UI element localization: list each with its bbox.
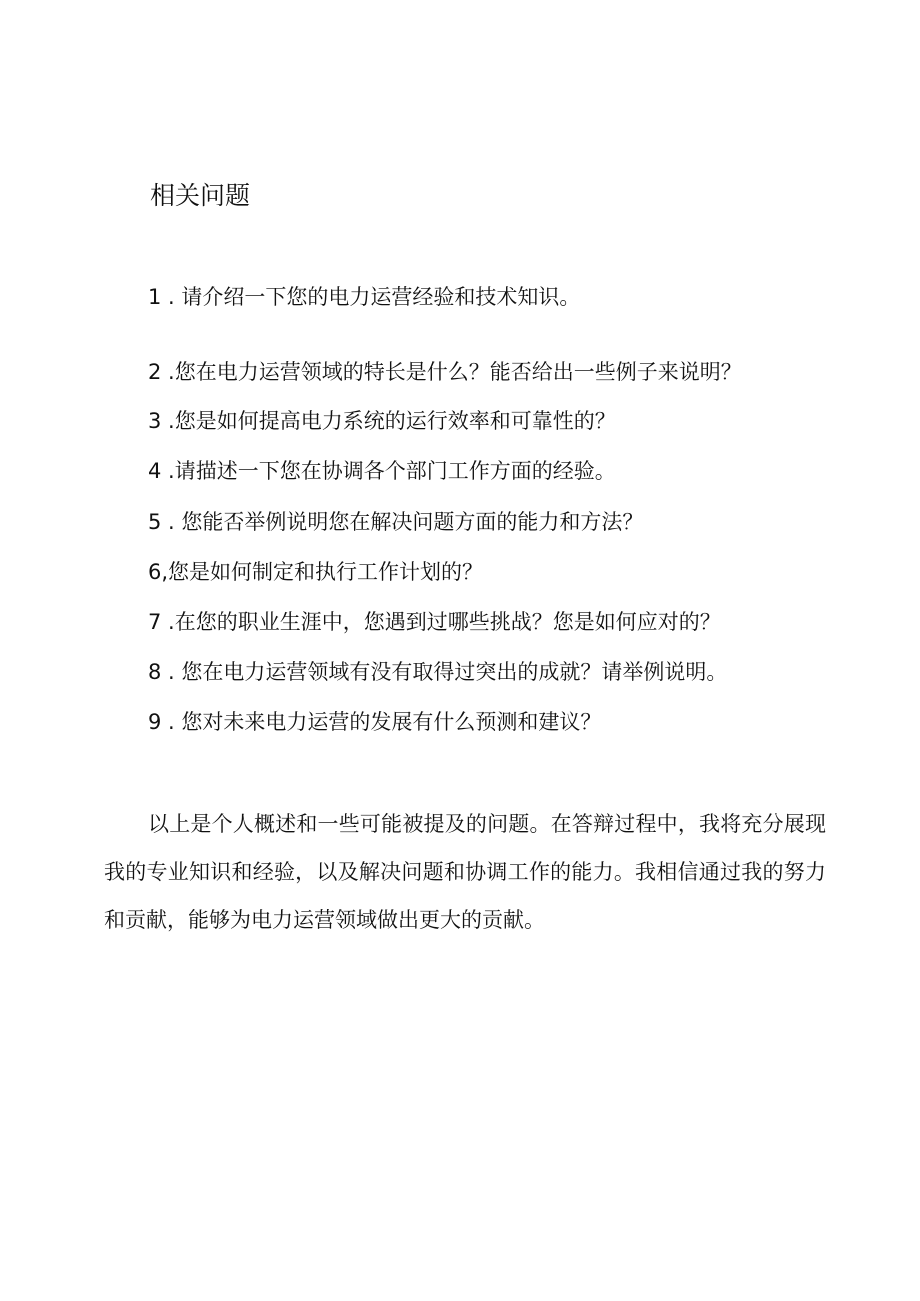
question-item: 8 . 您在电力运营领域有没有取得过突出的成就？请举例说明。 xyxy=(148,660,728,684)
question-item: 1 . 请介绍一下您的电力运营经验和技术知识。 xyxy=(148,285,581,309)
question-item: 2 .您在电力运营领域的特长是什么？能否给出一些例子来说明？ xyxy=(148,360,742,384)
section-heading: 相关问题 xyxy=(150,181,251,210)
question-item: 3 .您是如何提高电力系统的运行效率和可靠性的？ xyxy=(148,409,616,433)
question-item: 7 .在您的职业生涯中，您遇到过哪些挑战？您是如何应对的？ xyxy=(148,610,721,634)
summary-paragraph: 以上是个人概述和一些可能被提及的问题。在答辩过程中，我将充分展现我的专业知识和经验，以及解决问题和协调工作的能力。我相信通过我的努力和贡献，能够为电力运营领域做出更大的贡献。 xyxy=(104,812,826,932)
question-item: 5 . 您能否举例说明您在解决问题方面的能力和方法？ xyxy=(148,510,644,534)
question-item: 9 . 您对未来电力运营的发展有什么预测和建议？ xyxy=(148,710,602,734)
question-item: 6,您是如何制定和执行工作计划的？ xyxy=(148,560,484,584)
question-item: 4 .请描述一下您在协调各个部门工作方面的经验。 xyxy=(148,459,616,483)
